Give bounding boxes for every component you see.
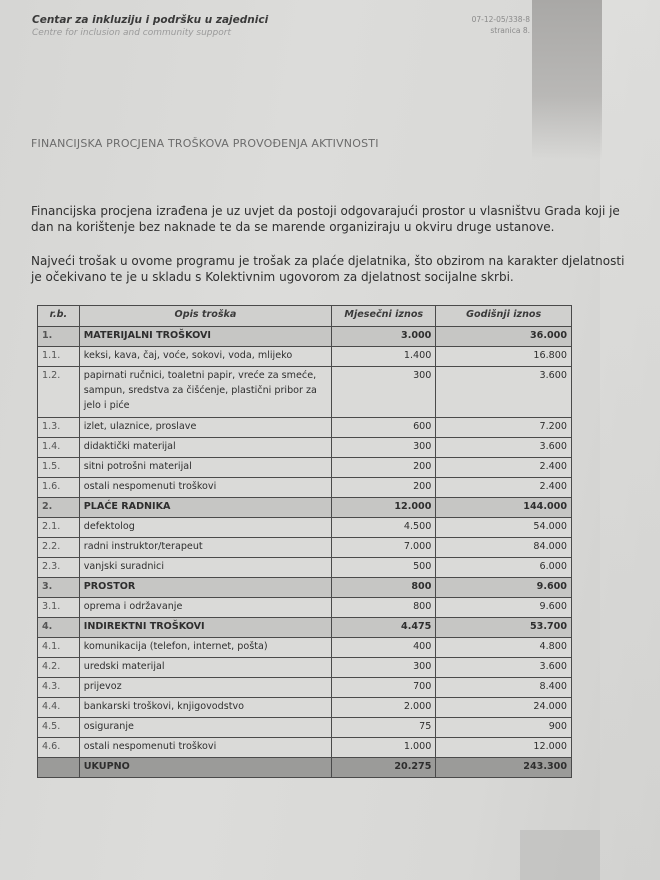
row-description: ostali nespomenuti troškovi <box>79 738 331 758</box>
table-row <box>38 458 572 478</box>
row-number: 2.1. <box>38 518 80 538</box>
cost-table <box>37 305 572 778</box>
column-header-rb: r.b. <box>38 306 80 327</box>
row-yearly-amount: 2.400 <box>436 478 572 498</box>
row-monthly-amount: 3.000 <box>332 327 436 347</box>
row-yearly-amount: 7.200 <box>436 418 572 438</box>
table-row <box>38 698 572 718</box>
document-reference <box>472 14 530 36</box>
table-row <box>38 347 572 367</box>
row-monthly-amount: 7.000 <box>332 538 436 558</box>
row-monthly-amount: 4.475 <box>332 618 436 638</box>
row-yearly-amount: 54.000 <box>436 518 572 538</box>
row-monthly-amount: 200 <box>332 478 436 498</box>
section-row <box>38 498 572 518</box>
paper-shadow <box>532 0 602 160</box>
row-monthly-amount: 12.000 <box>332 498 436 518</box>
row-description: didaktički materijal <box>79 438 331 458</box>
org-name-hr: Centar za inkluziju i podršku u zajednici <box>32 14 269 26</box>
column-header-description: Opis troška <box>79 306 331 327</box>
paper-shadow-bottom <box>520 830 600 880</box>
row-yearly-amount: 3.600 <box>436 438 572 458</box>
row-number: 1.6. <box>38 478 80 498</box>
row-description: PLAĆE RADNIKA <box>79 498 331 518</box>
row-monthly-amount: 1.400 <box>332 347 436 367</box>
row-number: 2. <box>38 498 80 518</box>
row-number: 4.6. <box>38 738 80 758</box>
table-body <box>38 327 572 778</box>
row-monthly-amount: 400 <box>332 638 436 658</box>
row-yearly-amount: 3.600 <box>436 367 572 418</box>
row-description: INDIREKTNI TROŠKOVI <box>79 618 331 638</box>
row-description: uredski materijal <box>79 658 331 678</box>
section-row <box>38 618 572 638</box>
row-yearly-amount: 12.000 <box>436 738 572 758</box>
column-header-yearly: Godišnji iznos <box>436 306 572 327</box>
table-row <box>38 658 572 678</box>
table-row <box>38 678 572 698</box>
row-number: 1.1. <box>38 347 80 367</box>
document-title: FINANCIJSKA PROCJENA TROŠKOVA PROVOĐENJA AKTIVNOSTI <box>31 137 379 150</box>
table-row <box>38 598 572 618</box>
row-description: prijevoz <box>79 678 331 698</box>
row-number: 1.4. <box>38 438 80 458</box>
row-yearly-amount: 8.400 <box>436 678 572 698</box>
table-row <box>38 367 572 418</box>
row-description: komunikacija (telefon, internet, pošta) <box>79 638 331 658</box>
row-yearly-amount: 24.000 <box>436 698 572 718</box>
table-row <box>38 418 572 438</box>
row-description: vanjski suradnici <box>79 558 331 578</box>
row-monthly-amount: 700 <box>332 678 436 698</box>
row-yearly-amount: 36.000 <box>436 327 572 347</box>
row-monthly-amount: 300 <box>332 658 436 678</box>
row-monthly-amount: 2.000 <box>332 698 436 718</box>
row-monthly-amount: 4.500 <box>332 518 436 538</box>
reference-number: 07-12-05/338-8 <box>471 15 530 24</box>
table-row <box>38 518 572 538</box>
total-row <box>38 758 572 778</box>
table-row <box>38 538 572 558</box>
row-yearly-amount: 16.800 <box>436 347 572 367</box>
row-number: 1.5. <box>38 458 80 478</box>
row-yearly-amount: 53.700 <box>436 618 572 638</box>
table-row <box>38 638 572 658</box>
row-number: 4.3. <box>38 678 80 698</box>
row-yearly-amount: 900 <box>436 718 572 738</box>
paragraph-salary-note: Najveći trošak u ovome programu je trošak za plaće djelatnika, što obzirom na karakter djelatnosti je očekivano te je u skladu s Kolektivnim ugovorom za djelatnost socijalne skrbi. <box>31 254 625 284</box>
row-yearly-amount: 4.800 <box>436 638 572 658</box>
row-description: oprema i održavanje <box>79 598 331 618</box>
row-number: 3. <box>38 578 80 598</box>
row-yearly-amount: 3.600 <box>436 658 572 678</box>
row-yearly-amount: 6.000 <box>436 558 572 578</box>
row-number: 1.2. <box>38 367 80 418</box>
column-header-monthly: Mjesečni iznos <box>332 306 436 327</box>
row-number: 2.2. <box>38 538 80 558</box>
row-description: UKUPNO <box>79 758 331 778</box>
row-number: 1.3. <box>38 418 80 438</box>
row-yearly-amount: 243.300 <box>436 758 572 778</box>
table-row <box>38 478 572 498</box>
paragraph-premise: Financijska procjena izrađena je uz uvjet da postoji odgovarajući prostor u vlasništvu Grada koji je dan na korištenje bez naknade te da se marende organiziraju u okviru druge ustanove. <box>31 204 620 234</box>
table-row <box>38 438 572 458</box>
row-description: osiguranje <box>79 718 331 738</box>
org-name-en: Centre for inclusion and community support <box>32 28 231 38</box>
row-yearly-amount: 9.600 <box>436 578 572 598</box>
table-header-row <box>38 306 572 327</box>
row-description: PROSTOR <box>79 578 331 598</box>
row-monthly-amount: 300 <box>332 367 436 418</box>
row-number: 4.2. <box>38 658 80 678</box>
row-yearly-amount: 144.000 <box>436 498 572 518</box>
row-yearly-amount: 2.400 <box>436 458 572 478</box>
row-monthly-amount: 600 <box>332 418 436 438</box>
row-description: keksi, kava, čaj, voće, sokovi, voda, mlijeko <box>79 347 331 367</box>
row-number: 4. <box>38 618 80 638</box>
row-description: izlet, ulaznice, proslave <box>79 418 331 438</box>
row-number: 4.1. <box>38 638 80 658</box>
row-description: defektolog <box>79 518 331 538</box>
row-monthly-amount: 800 <box>332 578 436 598</box>
row-description: sitni potrošni materijal <box>79 458 331 478</box>
row-number: 4.4. <box>38 698 80 718</box>
row-number: 1. <box>38 327 80 347</box>
paper-fold-shade <box>600 0 660 880</box>
row-monthly-amount: 1.000 <box>332 738 436 758</box>
section-row <box>38 327 572 347</box>
row-description: MATERIJALNI TROŠKOVI <box>79 327 331 347</box>
row-number <box>38 758 80 778</box>
row-monthly-amount: 500 <box>332 558 436 578</box>
row-description: radni instruktor/terapeut <box>79 538 331 558</box>
row-description: ostali nespomenuti troškovi <box>79 478 331 498</box>
row-yearly-amount: 9.600 <box>436 598 572 618</box>
row-monthly-amount: 75 <box>332 718 436 738</box>
table-row <box>38 558 572 578</box>
page-number: stranica 8. <box>490 26 530 35</box>
row-monthly-amount: 800 <box>332 598 436 618</box>
row-number: 4.5. <box>38 718 80 738</box>
table-row <box>38 718 572 738</box>
row-description: bankarski troškovi, knjigovodstvo <box>79 698 331 718</box>
row-monthly-amount: 20.275 <box>332 758 436 778</box>
section-row <box>38 578 572 598</box>
row-monthly-amount: 300 <box>332 438 436 458</box>
row-monthly-amount: 200 <box>332 458 436 478</box>
table-row <box>38 738 572 758</box>
row-yearly-amount: 84.000 <box>436 538 572 558</box>
row-description: papirnati ručnici, toaletni papir, vreće za smeće, sampun, sredstva za čišćenje, plastični pribor za jelo i piće <box>79 367 331 418</box>
row-number: 3.1. <box>38 598 80 618</box>
row-number: 2.3. <box>38 558 80 578</box>
